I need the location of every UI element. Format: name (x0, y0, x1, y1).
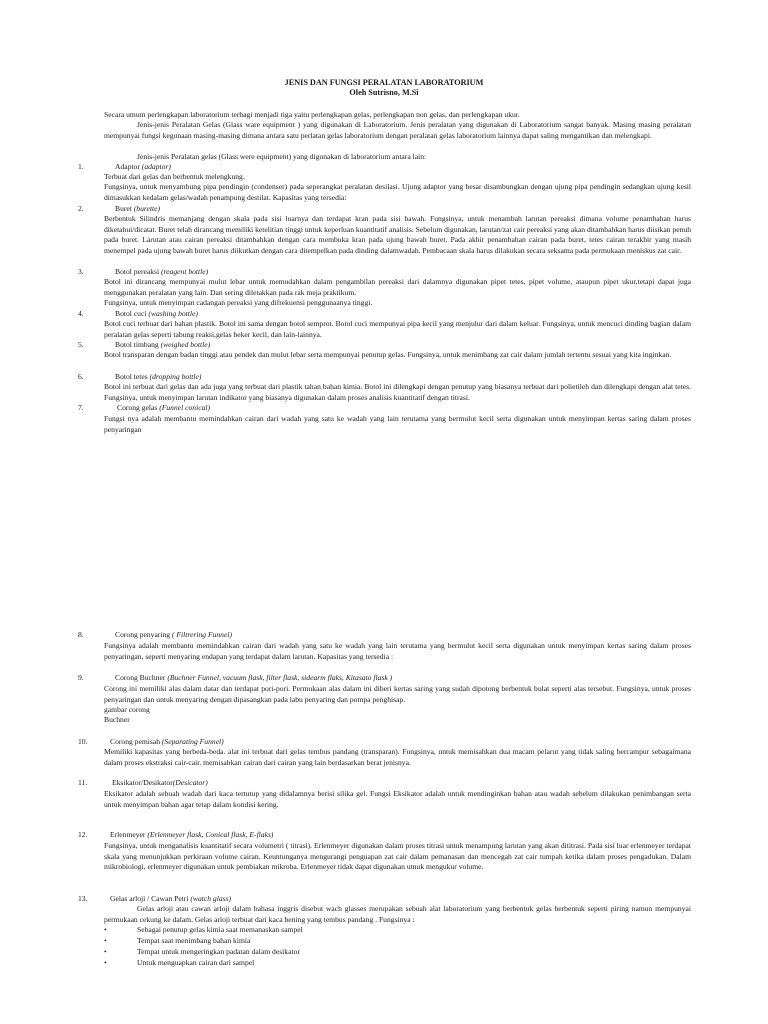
item-heading: Corong pemisah (Separating Funnel) (110, 737, 224, 746)
item-heading: Gelas arloji / Cawan Petri (watch glass) (110, 894, 232, 903)
bullet-item: Sebagai penutup gelas kimia saat memanaskan sampel (137, 925, 303, 934)
item-number: 3. (78, 267, 84, 276)
bullet-item: Untuk menguapkan cairan dari sampel (137, 958, 255, 967)
item-body: Botol ini terbuat dari gelas dan ada juga yang terbuat dari plastik tahan bahan kimia. Botol ini dilengkapi dengan penutup yang biasanya terbuat dari polietileh dan dilengkapi dengan alat tetes. Fungsinya, untuk menyimpan larutan indikator yang biasanya digunakan dalam proses analisis kuantitatif dengan titrasi. (104, 382, 691, 402)
item-heading: Corong penyaring ( Filtrering Funnel) (115, 630, 232, 639)
bullet-item: Tempat saat menimbang bahan kimia (137, 936, 251, 945)
item-image-caption: gambar corong (104, 705, 150, 714)
bullet-marker: • (104, 947, 107, 956)
item-number: 5. (78, 340, 84, 349)
item-number: 9. (78, 673, 84, 682)
item-heading: Botol cuci (washing bottle) (115, 309, 198, 318)
intro-paragraph-1: Secara umum perlengkapan laboratorium terbagi menjadi tiga yaitu perlengkapan gelas, perlengkapan non gelas, dan perlengkapan ukur. (104, 110, 520, 119)
item-heading: Buret (burette) (115, 204, 161, 213)
item-number: 6. (78, 372, 84, 381)
item-body: Botol ini dirancang mempunyai mulut lebar untuk memudahkan dalam pengambilan pereaksi dari dalamnya digunakan pipet tetes, pipet volume, ataupun pipet ukur,tetapi dapat juga menggunakan peralatan yang lain. Dan sering diletakkan pada rak meja praktikum. (104, 277, 691, 297)
item-heading: Adaptor (adaptor) (115, 162, 171, 171)
item-body: Fungsinya, untuk menganalisis kuantitatif secara volumetri ( titrasi). Erlenmeyer digunakan dalam proses titrasi untuk menampung larutan yang akan dititrasi. Pada sisi luar erlenmeyer terdapat skala yang menunjukkan perkiraan volume cairan. Keuntunganya mengurangi penguapan zat cair dalam pemanasan dan mencegah zat cair tumpah ketika dalam proses pengadukan. Dalam mikrobiologi, erlenmeyer digunakan untuk pembiakan mikroba. Erlenmeyer tidak dapat digunakan utnuk mengukur volume. (104, 841, 691, 871)
item-body: Gelas arloji atau cawan arloji dalam bahasa inggris disebut wach glasses merupakan sebuah alat laboratorium yang berbentuk gelas berbentuk seperti piring namun mempunyai permukaan cekung ke dalam. Gelas arloji terbuat dari kaca bening yang tembus pandang . Fungsinya : (104, 904, 691, 924)
item-number: 2. (78, 204, 84, 213)
item-number: 13. (78, 894, 88, 903)
item-number: 7. (78, 403, 84, 412)
item-number: 8. (78, 630, 84, 639)
item-number: 11. (78, 778, 88, 787)
bullet-marker: • (104, 958, 107, 967)
item-heading: Corong gelas (Funnel conical) (117, 403, 211, 412)
item-image-caption: Buchner (104, 715, 130, 724)
item-body: Fungsinya, untuk menyambung pipa pendingin (condenser) pada seperangkat peralatan desilasi. Ujung adaptor yang besar disambungkan dengan ujung pipa pendingin sedangkan ujung kesil dimasukkan kedalam gelas/wadah penampung destilat. Kapasitas yang tersedia: (104, 182, 691, 202)
intro-paragraph-2: Jenis-jenis Peralatan Gelas (Glass ware equipment ) yang digunakan di Laboratorium. Jenis peralatan yang digunakan di Laboratorium sangat banyak. Masing masing peralatan mempunyai fungsi kegunaan masing-masing dimana antara satu perlatan gelas laboratorium dengan peralatan gelas laboratorium lainnya dapat saling mengantikan dan melengkapi. (104, 120, 691, 140)
item-number: 12. (78, 830, 88, 839)
item-body: Berbentuk Silindris memanjang dengan skala pada sisi luarnya dan terdapat kran pada sisi bawah. Fungsinya, untuk menambah larutan pereaksi dimana volume penambahan harus diketahui/dicatat. Buret telah dirancang memiliki ketelitian tinggi untuk keperluan kuantitatif analisis. Sebelum digunakan, larutan/zat cair pereaksi yang akan ditambahkan harus diisikan penuh pada buret. Larutan atau cairan pereaksi ditambahkan dengan cara membuka kran pada ujung bawah buret. Pada akhir penambahan cairan pada buret, tetes cairan terakhir yang masih menempel pada ujung bawah buret harus diikutkan dengan cara ditempelkan pada dinding dalamwadah. Pembacaan skala harus dilakukan secara seksama pada permukaan meniskus zat cair. (104, 214, 691, 255)
item-number: 4. (78, 309, 84, 318)
item-number: 10. (78, 737, 88, 746)
bullet-marker: • (104, 925, 107, 934)
item-body: Eksikator adalah sebuah wadah dari kaca tertutup yang didalamnya berisi silika gel. Fungsi Eksikator adalah untuk mendinginkan bahan atau wadah sebelum dilakukan penimbangan serta untuk menyimpan bahan agar tetap dalam kondisi kering. (104, 789, 691, 809)
item-body: Botol cuci terbuat dari bahan plastik. Botol ini sama dengan botol semprot. Botol cuci mempunyai pipa kecil yang menjulur dari dalam keluar. Fungsinya, untuk mencuci dinding bagian dalam peralatan gelas seperti tabung reaksi,gelas beker kecil, dan lain-lainnya. (104, 319, 691, 339)
item-heading: Botol timbang (weighed bottle) (115, 340, 211, 349)
item-body: Memiliki kapasitas yang berbeda-beda. alat ini terbuat dari gelas tembus pandang (transparan). Fungsinya, untuk memisahkan dua macam pelarut yang tidak saling bercampur sebagaimana dalam proses ekstraksi cair-cair. memisahkan cairan dari cairan yang lain berdasarkan berat jenisnya. (104, 747, 691, 767)
item-heading: Corong Buchner (Buchner Funnel, vacuum flask, filter flask, sidearm flaks, Kitasato flask ) (115, 673, 393, 682)
item-body: Corong ini memiliki alas dalam datar dan terdapat pori-pori. Permukaan alas dalam ini diberi kertas saring yang sudah dipotong berbentuk bulat seperti alas tersebut. Fungsinya, untuk proses penyaringan dan untuk menyaring dengan dipasangkan pada labu penyaring dan pompa penghisap. (104, 684, 691, 704)
item-heading: Botol pereaksi (reagent bottle) (115, 267, 209, 276)
bullet-marker: • (104, 936, 107, 945)
item-heading: Botol tetes (dropping bottle) (115, 372, 202, 381)
item-body: Terbuat dari gelas dan berbentuk melengkung. (104, 172, 245, 181)
item-number: 1. (78, 162, 84, 171)
document-title: JENIS DAN FUNGSI PERALATAN LABORATORIUM (284, 78, 484, 87)
bullet-item: Tempat untuk mengeringkan padatan dalam desikator (137, 947, 300, 956)
item-body: Fungsinya adalah membantu memindahkan cairan dari wadah yang satu ke wadah yang lain terutama yang bermulut kecil serta digunakan untuk menyimpan kertas saring dalam proses penyaringan, seperti menyaring endapan yang terdapat dalam larutan. Kapasitas yang tersedia : (104, 641, 691, 661)
item-body: Botol transparan dengan badan tinggi atau pendek dan mulut lebar serta mempunyai penutup gelas. Fungsinya, untuk menimbang zat cair dalam jumlah tertentu sesuai yang kita inginkan. (104, 350, 672, 359)
intro-paragraph-3: Jenis-jenis Peralatan gelas (Glass were equipment) yang digunakan di laboratorium antara lain: (137, 152, 427, 161)
item-body: Fungsinya, untuk menyimpan cadangan pereaksi yang difrekuensi penggunaanya tinggi. (104, 298, 373, 307)
item-body: Fungsi nya adalah membantu memindahkan cairan dari wadah yang satu ke wadah yang lain terutama yang bermulut kecil serta digunakan untuk menyimpan kertas saring dalam proses penyaringan (104, 414, 691, 434)
item-heading: Erlenmeyer (Erlenmeyer flask, Conical flask, E-flaks) (110, 830, 274, 839)
item-heading: Eksikator/Desikator(Desicator) (112, 778, 208, 787)
document-author: Oleh Sutrisno, M.Si (349, 88, 419, 97)
